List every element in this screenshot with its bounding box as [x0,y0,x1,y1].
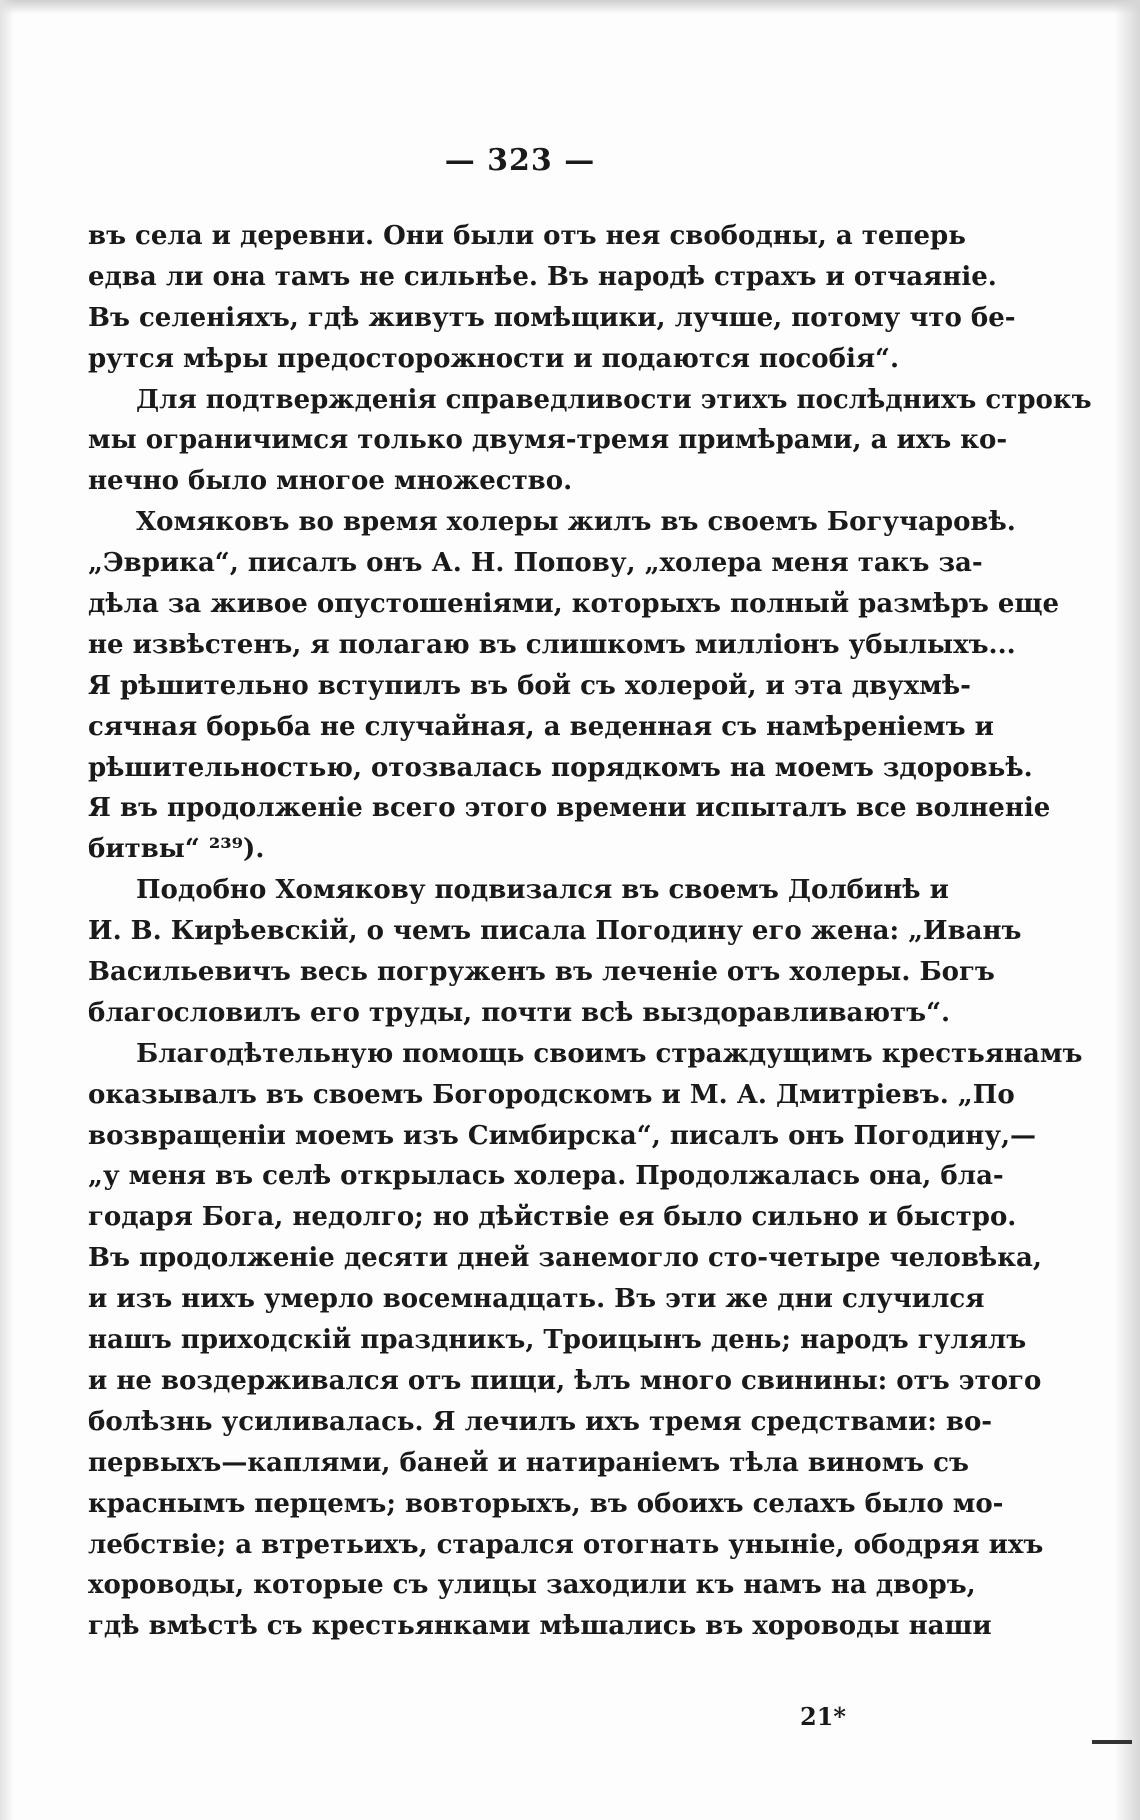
text-line: Въ селеніяхъ, гдѣ живутъ помѣщики, лучше, потому что бе- [88,302,1016,333]
text-line: „у меня въ селѣ открылась холера. Продолжалась она, бла- [88,1161,1004,1192]
page-number: — 323 — [444,143,596,178]
margin-mark [1092,1740,1132,1744]
text-line: Васильевичъ весь погруженъ въ леченіе отъ холеры. Богъ [88,957,995,988]
text-line: возвращеніи моемъ изъ Симбирска“, писалъ онъ Погодину,— [88,1120,1037,1151]
text-line: рѣшительностью, отозвалась порядкомъ на моемъ здоровьѣ. [88,752,1033,783]
text-line: хороводы, которые съ улицы заходили къ намъ на дворъ, [88,1570,976,1601]
text-line: Подобно Хомякову подвизался въ своемъ Долбинѣ и [136,875,949,906]
printer-signature-mark: 21* [800,1702,846,1731]
text-line: въ села и деревни. Они были отъ нея свободны, а теперь [88,221,966,251]
text-line: первыхъ—каплями, баней и натираніемъ тѣла виномъ съ [88,1447,969,1478]
text-line: годаря Бога, недолго; но дѣйствіе ея было сильно и быстро. [88,1202,1017,1233]
text-line: не извѣстенъ, я полагаю въ слишкомъ милліонъ убылыхъ... [88,629,1016,660]
text-line: битвы“ ²³⁹). [88,834,265,865]
text-line: Въ продолженіе десяти дней занемогло сто-четыре человѣка, [88,1243,1042,1274]
scan-edge-left [0,0,14,1820]
text-line: и изъ нихъ умерло восемнадцать. Въ эти же дни случился [88,1284,985,1315]
text-line: Я въ продолженіе всего этого времени испыталъ все волненіе [88,793,1051,824]
text-line: краснымъ перцемъ; вовторыхъ, въ обоихъ селахъ было мо- [88,1488,1004,1519]
scan-edge-top [0,0,1140,14]
text-line: лебствіе; а втретьихъ, старался отогнать уныніе, ободряя ихъ [88,1529,1044,1560]
text-line: мы ограничимся только двумя-тремя примѣрами, а ихъ ко- [88,425,1008,456]
text-line: „Эврика“, писалъ онъ А. Н. Попову, „холера меня такъ за- [88,548,983,579]
text-line: Для подтвержденія справедливости этихъ послѣднихъ строкъ [136,384,1092,415]
text-line: нашъ приходскій праздникъ, Троицынъ день; народъ гулялъ [88,1325,1027,1356]
text-line: дѣла за живое опустошеніями, которыхъ полный размѣръ еще [88,589,1060,620]
text-line: гдѣ вмѣстѣ съ крестьянками мѣшались въ хороводы наши [88,1611,992,1642]
text-line: нечно было многое множество. [88,466,573,497]
text-line: сячная борьба не случайная, а веденная съ намѣреніемъ и [88,711,994,742]
text-line: едва ли она тамъ не сильнѣе. Въ народѣ страхъ и отчаяніе. [88,261,997,292]
text-line: болѣзнь усиливалась. Я лечилъ ихъ тремя средствами: во- [88,1406,993,1437]
text-line: оказывалъ въ своемъ Богородскомъ и М. А. Дмитріевъ. „По [88,1079,1015,1110]
text-line: рутся мѣры предосторожности и подаются пособія“. [88,343,900,374]
text-line: Благодѣтельную помощь своимъ страждущимъ крестьянамъ [136,1038,1083,1069]
body-text [88,216,1092,1647]
scan-edge-right [1114,0,1140,1820]
text-line: и не воздерживался отъ пищи, ѣлъ много свинины: отъ этого [88,1365,1042,1396]
text-line: Хомяковъ во время холеры жилъ въ своемъ Богучаровѣ. [136,507,1016,538]
text-line: Я рѣшительно вступилъ въ бой съ холерой, и эта двухмѣ- [88,670,971,701]
text-line: И. В. Кирѣевскій, о чемъ писала Погодину его жена: „Иванъ [88,916,1022,947]
text-line: благословилъ его труды, почти всѣ выздоравливаютъ“. [88,997,951,1028]
